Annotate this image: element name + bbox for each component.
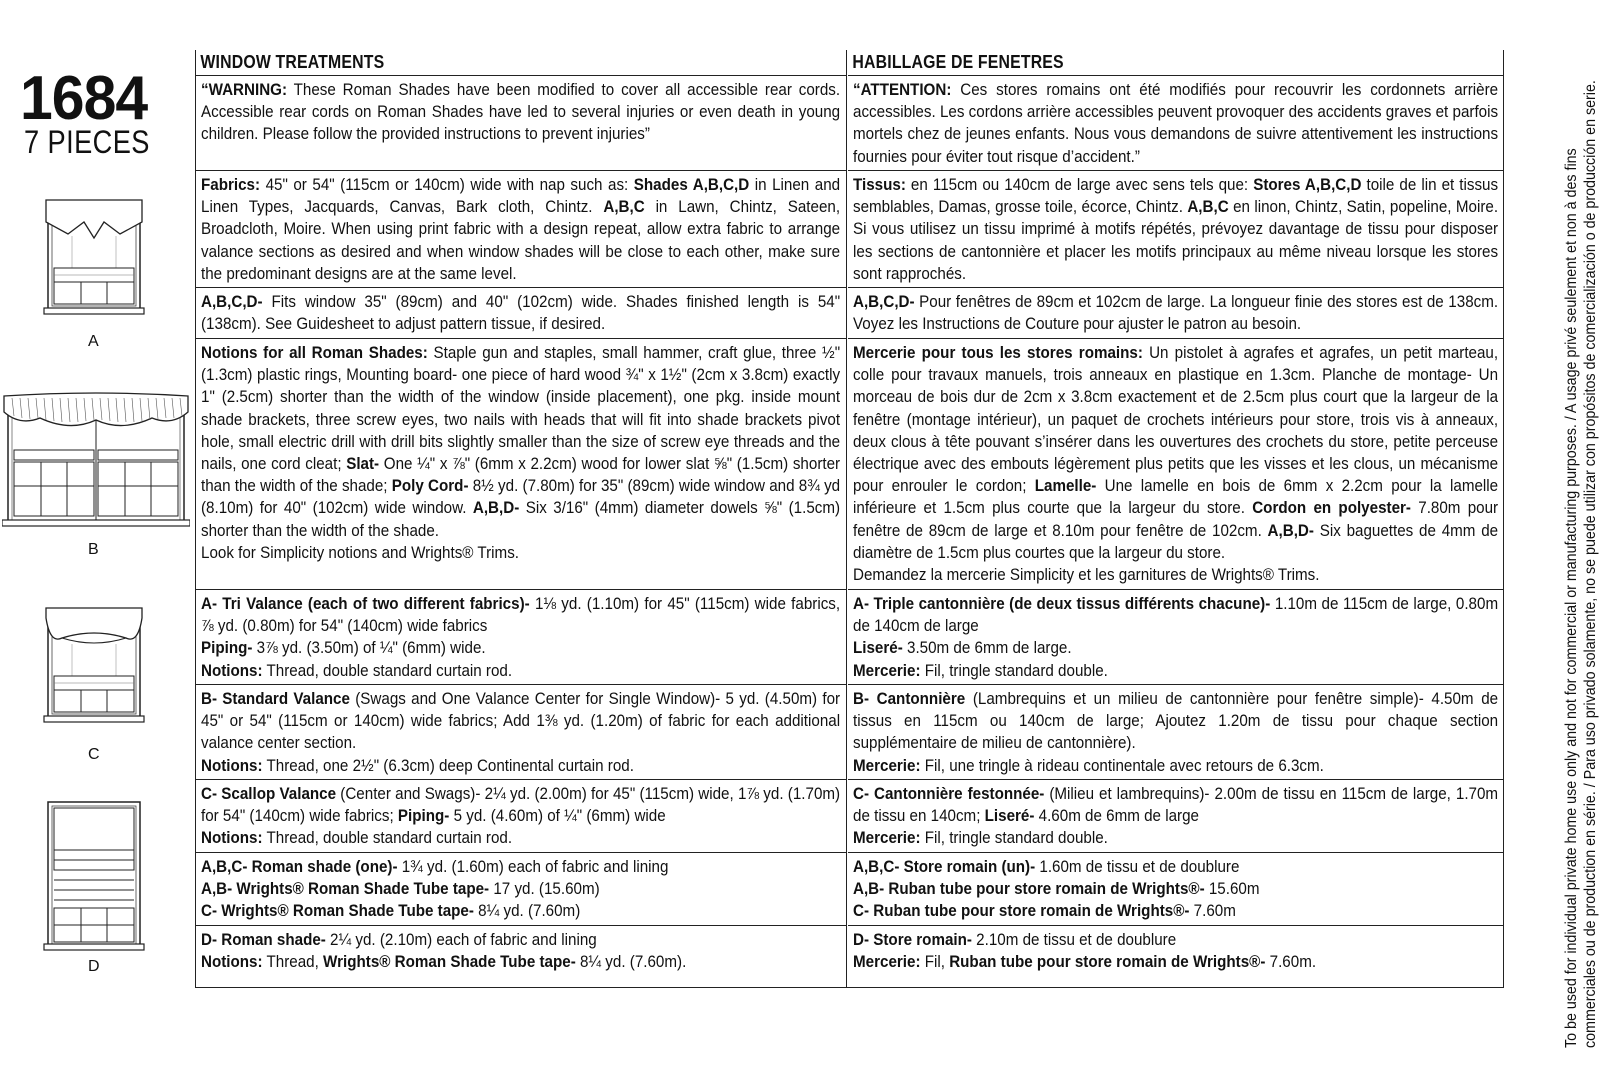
- fabrics-text: toile de lin et tissus semblables, Damas, grosse toile, écorce, Chintz.: [853, 175, 1499, 217]
- notions-text: Thread, one 2½" (6.3cm) deep Continental curtain rod.: [262, 755, 634, 775]
- slat-label: Slat-: [346, 454, 380, 474]
- notions-label: Notions:: [201, 952, 263, 972]
- tube-tape-text: 17 yd. (15.60m): [489, 879, 600, 899]
- warning-section: [196, 75, 846, 170]
- fabrics-text: in Linen and Linen Types, Jacquards, Canvas, Bark cloth, Chintz.: [201, 175, 841, 217]
- notions-text: Six baguettes de 4mm de diamètre de 1.5cm plus courtes que la largeur du store.: [853, 520, 1499, 562]
- tri-valance-text: 1⅛ yd. (1.10m) for 45" (115cm) wide fabrics, ⅞ yd. (0.80m) for 54" (140cm) wide fabrics: [201, 594, 841, 636]
- tri-valance-text: 1.10m de 115cm de large, 0.80m de 140cm de large: [853, 594, 1499, 636]
- piping-label: Piping-: [397, 806, 450, 826]
- tube-tape-label: C- Wrights® Roman Shade Tube tape-: [201, 901, 474, 921]
- tri-valance-section: [196, 589, 846, 684]
- notions-text: Fil, tringle standard double.: [920, 660, 1108, 680]
- warning-section-fr: [848, 75, 1504, 170]
- notions-label: Notions for all Roman Shades:: [201, 343, 428, 362]
- fits-label: A,B,C,D-: [201, 292, 263, 311]
- view-c-label: C: [88, 746, 100, 763]
- roman-shade-d-text: 2.10m de tissu et de doublure: [971, 930, 1177, 949]
- tube-tape-text: 8¼ yd. (7.60m).: [575, 952, 687, 972]
- roman-shade-d-label: D- Store romain-: [853, 930, 972, 949]
- roman-shade-d-section: [196, 925, 846, 985]
- dowels-label: A,B,D-: [1267, 520, 1314, 540]
- usage-disclaimer-line-1: To be used for individual private home use only and not for commercial or manufacturing purposes. / A usage privé seulement et non à des fins: [1563, 148, 1580, 1048]
- fabrics-text: en 115cm ou 140cm de large avec sens tels que:: [905, 175, 1254, 194]
- notions-text: 7.80m pour fenêtre de 89cm de large et 8.10m pour fenêtre de 102cm.: [853, 498, 1499, 540]
- roman-shade-d-section-fr: [848, 925, 1504, 985]
- fabrics-text: en linon, Chintz, Satin, popeline, Moire. Si vous utilisez un tissu imprimé à motifs répétés, prévoyez davantage de tissu pour disposer les sections de cantonnière et placer les motifs principaux au même niveau lorsque les stores sont rapprochés.: [853, 197, 1499, 283]
- tube-tape-label: Wrights® Roman Shade Tube tape-: [323, 952, 576, 972]
- notions-section: [196, 338, 846, 589]
- usage-disclaimer-line-2: commerciales ou de production en série. / Para uso privado solamente, no se puede utilizar con propósitos de comercialización o de producción en serie.: [1582, 80, 1599, 1048]
- fits-text: Fits window 35" (89cm) and 40" (102cm) wide. Shades finished length is 54" (138cm). See Guidesheet to adjust pattern tissue, if desired.: [201, 292, 841, 334]
- notions-label: Mercerie:: [853, 660, 921, 680]
- warning-text: These Roman Shades have been modified to cover all accessible rear cords. Accessible rear cords on Roman Shades have led to several injuries or even death in young children. Please follow the provided instructions to prevent injuries”: [201, 80, 841, 144]
- notions-text: Thread, double standard curtain rod.: [262, 828, 513, 848]
- fabrics-text: 45" or 54" (115cm or 140cm) wide with nap such as:: [260, 175, 634, 194]
- view-b-illustration: [2, 392, 190, 530]
- standard-valance-label: B- Standard Valance: [201, 689, 350, 708]
- poly-cord-label: Cordon en polyester-: [1252, 498, 1411, 518]
- notions-label: Mercerie:: [853, 755, 921, 775]
- notions-label: Mercerie:: [853, 952, 921, 972]
- view-a-illustration: [42, 196, 146, 320]
- warning-text: Ces stores romains ont été modifiés pour recouvrir les cordonnets arrière accessibles. Les cordons arrière accessibles peuvent provoquer des accidents graves et parfois mortels chez de jeunes enfants. Nous vous demandons de suivre attentivement les instructions fournies pour éviter tout risque d’accident.”: [853, 80, 1499, 166]
- view-b-label: B: [88, 541, 99, 558]
- view-c-illustration: [42, 604, 146, 728]
- fabrics-views-label: A,B,C: [1187, 197, 1229, 217]
- fits-text: Pour fenêtres de 89cm et 102cm de large. La longueur finie des stores est de 138cm. Voyez les Instructions de Couture pour ajuster le patron au besoin.: [853, 292, 1499, 334]
- view-d-illustration: [42, 798, 146, 954]
- notions-text: Un pistolet à agrafes et agrafes, un petit marteau, colle pour travaux manuels, trois anneaux en plastique en 1.3cm. Planche de montage- Un morceau de bois dur de 2cm x 3.8cm exactement et de 2.5cm plus court que la largeur de la fenêtre (montage intérieur), un paquet de crochets intérieurs pour store, trois vis à anneaux, deux clous à tête pouvant s’insérer dans les ouvertures des crochets du store, petite perceuse électrique avec des embouts légèrement plus petits que les visses et les clous, un mécanisme pour enrouler le cordon;: [853, 343, 1499, 496]
- fits-section: [196, 287, 846, 338]
- notions-text: Thread, double standard curtain rod.: [262, 660, 513, 680]
- tri-valance-label: A- Tri Valance (each of two different fabrics)-: [201, 594, 530, 613]
- notions-text: One ¼" x ⅞" (6mm x 2.2cm) wood for lower slat ⅝" (1.5cm) shorter than the width of the shade;: [201, 454, 841, 496]
- pattern-number: 1684: [20, 64, 148, 133]
- standard-valance-label: B- Cantonnière: [853, 689, 966, 708]
- roman-shade-d-label: D- Roman shade-: [201, 930, 326, 949]
- notions-label: Notions:: [201, 660, 263, 680]
- fabrics-section-fr: [848, 170, 1504, 287]
- dowels-label: A,B,D-: [472, 498, 520, 518]
- fabrics-text: in Lawn, Chintz, Sateen, Broadcloth, Moire. When using print fabric with a design repeat, allow extra fabric to arrange valance sections as desired and when window shades will be close to each other, make sure the predominant designs are at the same level.: [201, 197, 841, 283]
- scallop-valance-text: (Milieu et lambrequins)- 2.00m de tissu en 115cm de large, 1.70m de tissu en 140cm;: [853, 784, 1499, 826]
- standard-valance-text: (Swags and One Valance Center for Single Window)- 5 yd. (4.50m) for 45" or 54" (115cm or 140cm) wide fabrics; Add 1⅜ yd. (1.20m) of fabric for each additional valance center section.: [201, 689, 841, 753]
- piping-text: 4.60m de 6mm de large: [1034, 806, 1199, 826]
- tri-valance-label: A- Triple cantonnière (de deux tissus différents chacune)-: [853, 594, 1271, 613]
- fits-section-fr: [848, 287, 1504, 338]
- roman-shade-section-fr: [848, 852, 1504, 925]
- roman-shade-text: 1¾ yd. (1.60m) each of fabric and lining: [397, 857, 669, 876]
- warning-label: “ATTENTION:: [853, 80, 952, 99]
- french-title: HABILLAGE DE FENETRES: [852, 52, 1064, 72]
- notions-footer: Demandez la mercerie Simplicity et les garnitures de Wrights® Trims.: [853, 565, 1320, 585]
- notions-label: Mercerie pour tous les stores romains:: [853, 343, 1143, 362]
- notions-text: Six 3/16" (4mm) diameter dowels ⅝" (1.5cm) shorter than the width of the shade.: [201, 498, 841, 540]
- tube-tape-label: Ruban tube pour store romain de Wrights®-: [949, 952, 1266, 972]
- english-column: [196, 50, 847, 987]
- fabrics-section: [196, 170, 846, 287]
- notions-footer: Look for Simplicity notions and Wrights® Trims.: [201, 542, 520, 562]
- scallop-valance-section: [196, 779, 846, 852]
- fabrics-shades-label: Stores A,B,C,D: [1253, 175, 1362, 194]
- standard-valance-text: (Lambrequins et un milieu de cantonnière pour fenêtre simple)- 4.50m de tissus en 115cm ou 140cm de large; Ajoutez 1.20m de tissu pour chaque section supplémentaire de milieu de cantonnière).: [853, 689, 1499, 753]
- standard-valance-section-fr: [848, 684, 1504, 779]
- roman-shade-label: A,B,C- Roman shade (one)-: [201, 857, 398, 876]
- piping-label: Liseré-: [984, 806, 1035, 826]
- roman-shade-label: A,B,C- Store romain (un)-: [853, 857, 1036, 876]
- notions-text: Fil,: [920, 952, 950, 972]
- notions-text: Staple gun and staples, small hammer, craft glue, three ½" (1.3cm) plastic rings, Mounting board- one piece of hard wood ¾" x 1½" (2cm x 3.8cm) exactly 1" (2.5cm) shorter than the width of the window (inside placement), one pkg. inside mount shade brackets, three screw eyes, two nails with heads that will fit into shade brackets pivot hole, small electric drill with drill bits slightly smaller than the size of screw eye threads and the nails, one cord cleat;: [201, 343, 841, 474]
- tube-tape-label: A,B- Ruban tube pour store romain de Wrights®-: [853, 879, 1205, 899]
- tube-tape-text: 7.60m: [1189, 901, 1236, 921]
- piping-text: 5 yd. (4.60m) of ¼" (6mm) wide: [449, 806, 666, 826]
- piping-text: 3.50m de 6mm de large.: [902, 638, 1072, 658]
- notions-section-fr: [848, 338, 1504, 589]
- tube-tape-label: C- Ruban tube pour store romain de Wrights®-: [853, 901, 1190, 921]
- roman-shade-d-text: 2¼ yd. (2.10m) each of fabric and lining: [325, 930, 597, 949]
- roman-shade-section: [196, 852, 846, 925]
- scallop-valance-label: C- Cantonnière festonnée-: [853, 784, 1045, 803]
- fits-label: A,B,C,D-: [853, 292, 915, 311]
- piping-label: Piping-: [201, 638, 253, 658]
- fabrics-shades-label: Shades A,B,C,D: [633, 175, 750, 194]
- french-column: [848, 50, 1504, 987]
- notions-label: Mercerie:: [853, 828, 921, 848]
- poly-cord-label: Poly Cord-: [391, 476, 469, 496]
- notions-text: Fil, tringle standard double.: [920, 828, 1108, 848]
- notions-text: Fil, une tringle à rideau continentale avec retours de 6.3cm.: [920, 755, 1324, 775]
- piping-text: 3⅞ yd. (3.50m) of ¼" (6mm) wide.: [252, 638, 486, 658]
- piping-label: Liseré-: [853, 638, 903, 658]
- view-a-label: A: [88, 333, 99, 350]
- view-d-label: D: [88, 958, 100, 975]
- tube-tape-text: 15.60m: [1204, 879, 1260, 899]
- notions-label: Notions:: [201, 828, 263, 848]
- scallop-valance-section-fr: [848, 779, 1504, 852]
- fabrics-label: Tissus:: [853, 175, 906, 194]
- tri-valance-section-fr: [848, 589, 1504, 684]
- left-column: [0, 0, 196, 1072]
- scallop-valance-text: (Center and Swags)- 2¼ yd. (2.00m) for 45" (115cm) wide, 1⅞ yd. (1.70m) for 54" (140cm) wide fabrics;: [201, 784, 841, 826]
- notions-text: Thread,: [262, 952, 324, 972]
- pieces-count: 7 PIECES: [24, 124, 150, 160]
- slat-label: Lamelle-: [1034, 476, 1097, 496]
- warning-label: “WARNING:: [201, 80, 288, 99]
- notions-text: 8½ yd. (7.80m) for 35" (89cm) wide window and 8¾ yd (8.10m) for 40" (102cm) wide window.: [201, 476, 841, 518]
- standard-valance-section: [196, 684, 846, 779]
- fabrics-views-label: A,B,C: [603, 197, 645, 217]
- notions-text: Une lamelle en bois de 6mm x 2.2cm pour la lamelle inférieure et 1.5cm plus courte que la largeur du store.: [853, 476, 1499, 518]
- roman-shade-text: 1.60m de tissu et de doublure: [1035, 857, 1240, 876]
- notions-label: Notions:: [201, 755, 263, 775]
- fabric-requirements-table: [195, 50, 1504, 988]
- usage-disclaimer: [1518, 0, 1608, 1072]
- fabrics-label: Fabrics:: [201, 175, 261, 194]
- tube-tape-label: A,B- Wrights® Roman Shade Tube tape-: [201, 879, 490, 899]
- scallop-valance-label: C- Scallop Valance: [201, 784, 337, 803]
- tube-tape-text: 7.60m.: [1265, 952, 1317, 972]
- english-title: WINDOW TREATMENTS: [200, 52, 385, 72]
- tube-tape-text: 8¼ yd. (7.60m): [473, 901, 581, 921]
